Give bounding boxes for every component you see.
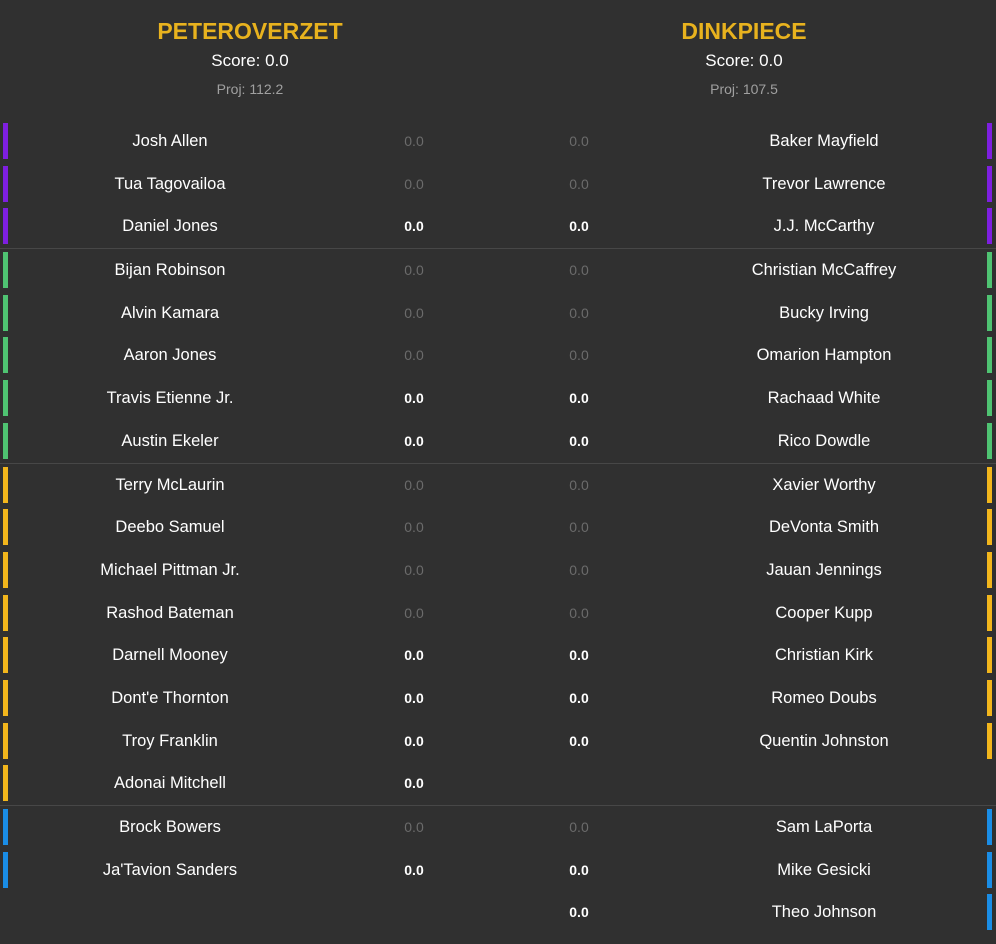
player-points-left: 0.0 [404,347,424,364]
player-points-right: 0.0 [569,432,589,449]
player-name-left[interactable]: Daniel Jones [122,217,218,236]
player-name-right[interactable]: Christian McCaffrey [751,261,897,280]
position-group-rb [0,249,996,463]
player-points-right: 0.0 [569,647,589,664]
player-name-left[interactable]: Brock Bowers [119,818,221,836]
player-points-right: 0.0 [569,262,589,279]
position-bar-wr [987,467,992,503]
team-projection-left: Proj: 112.2 [216,81,284,97]
player-name-right[interactable]: Omarion Hampton [756,346,892,365]
player-points-right: 0.0 [569,604,589,621]
player-name-right[interactable]: Mike Gesicki [777,860,871,879]
player-points-left: 0.0 [404,647,424,664]
player-name-right[interactable]: Trevor Lawrence [762,174,886,193]
roster-row [0,334,996,377]
player-points-left: 0.0 [404,476,424,493]
player-name-right[interactable]: Christian Kirk [774,646,874,665]
player-name-left[interactable]: Darnell Mooney [112,646,228,665]
position-bar-rb [987,337,992,373]
roster-row [0,849,996,892]
position-bar-wr [3,595,8,631]
player-name-left[interactable]: Aaron Jones [123,346,217,365]
roster-row [0,806,996,849]
player-name-left[interactable]: Travis Etienne Jr. [106,389,234,408]
position-bar-te [3,809,8,845]
player-points-left: 0.0 [404,819,424,835]
position-bar-wr [3,509,8,545]
player-points-left: 0.0 [404,175,424,192]
roster-row [0,205,996,248]
position-bar-wr [3,552,8,588]
player-name-left[interactable]: Josh Allen [132,132,208,150]
roster-row [0,549,996,592]
player-name-right[interactable]: Rico Dowdle [777,431,871,450]
position-bar-wr [987,723,992,759]
player-points-right: 0.0 [569,347,589,364]
player-points-right: 0.0 [569,304,589,321]
position-bar-wr [987,552,992,588]
player-name-left[interactable]: Rashod Bateman [106,603,234,622]
position-bar-rb [3,252,8,288]
position-bar-rb [987,380,992,416]
team-header-left [100,16,400,103]
player-name-left[interactable]: Austin Ekeler [121,431,219,450]
position-bar-rb [987,295,992,331]
position-bar-qb [3,208,8,244]
position-bar-qb [987,166,992,202]
player-points-right: 0.0 [569,732,589,749]
player-points-left: 0.0 [404,519,424,536]
player-points-left: 0.0 [404,218,424,235]
player-name-right[interactable]: J.J. McCarthy [773,217,875,236]
position-bar-rb [987,423,992,459]
player-points-left: 0.0 [404,390,424,407]
player-name-left[interactable]: Bijan Robinson [114,261,226,280]
roster-row [0,163,996,206]
position-bar-wr [3,467,8,503]
player-points-left: 0.0 [404,432,424,449]
position-group-te [0,806,996,934]
player-points-left: 0.0 [404,604,424,621]
player-points-right: 0.0 [569,861,589,878]
player-name-left[interactable]: Michael Pittman Jr. [100,560,240,579]
roster-row [0,592,996,635]
roster-row [0,377,996,420]
player-points-left: 0.0 [404,304,424,321]
player-points-right: 0.0 [569,561,589,578]
position-group-qb [0,120,996,249]
player-points-right: 0.0 [569,476,589,493]
player-points-right: 0.0 [569,175,589,192]
position-bar-rb [3,295,8,331]
player-points-right: 0.0 [569,819,589,835]
roster-row [0,292,996,335]
roster-row [0,677,996,720]
player-points-left: 0.0 [404,861,424,878]
player-name-right[interactable]: Rachaad White [767,389,881,408]
position-bar-wr [987,509,992,545]
player-name-left[interactable]: Troy Franklin [122,731,218,750]
player-name-right[interactable]: Bucky Irving [779,303,869,322]
position-bar-te [3,852,8,888]
roster-row [0,464,996,507]
roster-row [0,762,996,805]
team-name-right[interactable]: DINKPIECE [681,18,807,44]
position-bar-qb [3,123,8,159]
position-bar-wr [987,680,992,716]
player-name-left[interactable]: Ja'Tavion Sanders [102,860,238,879]
player-points-right: 0.0 [569,519,589,536]
player-name-right[interactable]: Romeo Doubs [771,688,877,707]
player-points-left: 0.0 [404,775,424,792]
player-name-left[interactable]: Terry McLaurin [115,475,225,494]
position-bar-rb [3,380,8,416]
player-name-left[interactable]: Dont'e Thornton [111,688,229,707]
position-bar-wr [987,637,992,673]
player-points-right: 0.0 [569,689,589,706]
position-bar-wr [987,595,992,631]
team-score-right: Score: 0.0 [705,51,783,70]
position-bar-qb [987,208,992,244]
position-bar-rb [987,252,992,288]
player-name-right[interactable]: Sam LaPorta [775,818,873,836]
player-points-left: 0.0 [404,133,424,149]
roster-row [0,720,996,763]
position-bar-qb [3,166,8,202]
player-points-right: 0.0 [569,218,589,235]
position-bar-rb [3,423,8,459]
roster-row [0,249,996,292]
position-bar-rb [3,337,8,373]
team-name-left[interactable]: PETEROVERZET [157,18,343,44]
position-bar-te [987,852,992,888]
player-points-left: 0.0 [404,561,424,578]
roster-row [0,120,996,163]
player-points-right: 0.0 [569,133,589,149]
player-points-right: 0.0 [569,904,589,921]
team-score-left: Score: 0.0 [211,51,289,70]
roster-row [0,506,996,549]
player-points-left: 0.0 [404,732,424,749]
matchup-roster [0,120,996,934]
position-bar-te [987,809,992,845]
player-name-left[interactable]: Tua Tagovailoa [114,174,226,193]
player-name-left[interactable]: Adonai Mitchell [114,774,226,793]
team-header-right [594,16,894,103]
player-name-right[interactable]: DeVonta Smith [768,518,880,537]
player-name-right[interactable]: Baker Mayfield [769,132,879,150]
position-bar-wr [3,723,8,759]
player-name-left[interactable]: Deebo Samuel [115,518,225,537]
roster-row [0,420,996,463]
player-name-right[interactable]: Theo Johnson [771,903,877,922]
player-name-right[interactable]: Jauan Jennings [766,560,882,579]
player-name-right[interactable]: Quentin Johnston [759,731,889,750]
position-bar-te [987,894,992,930]
position-bar-wr [3,680,8,716]
player-points-left: 0.0 [404,689,424,706]
position-bar-qb [987,123,992,159]
position-group-wr [0,464,996,807]
player-name-right[interactable]: Cooper Kupp [775,603,873,622]
team-projection-right: Proj: 107.5 [710,81,778,97]
roster-row [0,891,996,934]
position-bar-wr [3,637,8,673]
player-name-left[interactable]: Alvin Kamara [120,303,220,322]
position-bar-wr [3,765,8,801]
player-name-right[interactable]: Xavier Worthy [772,475,876,494]
player-points-left: 0.0 [404,262,424,279]
roster-row [0,634,996,677]
player-points-right: 0.0 [569,390,589,407]
